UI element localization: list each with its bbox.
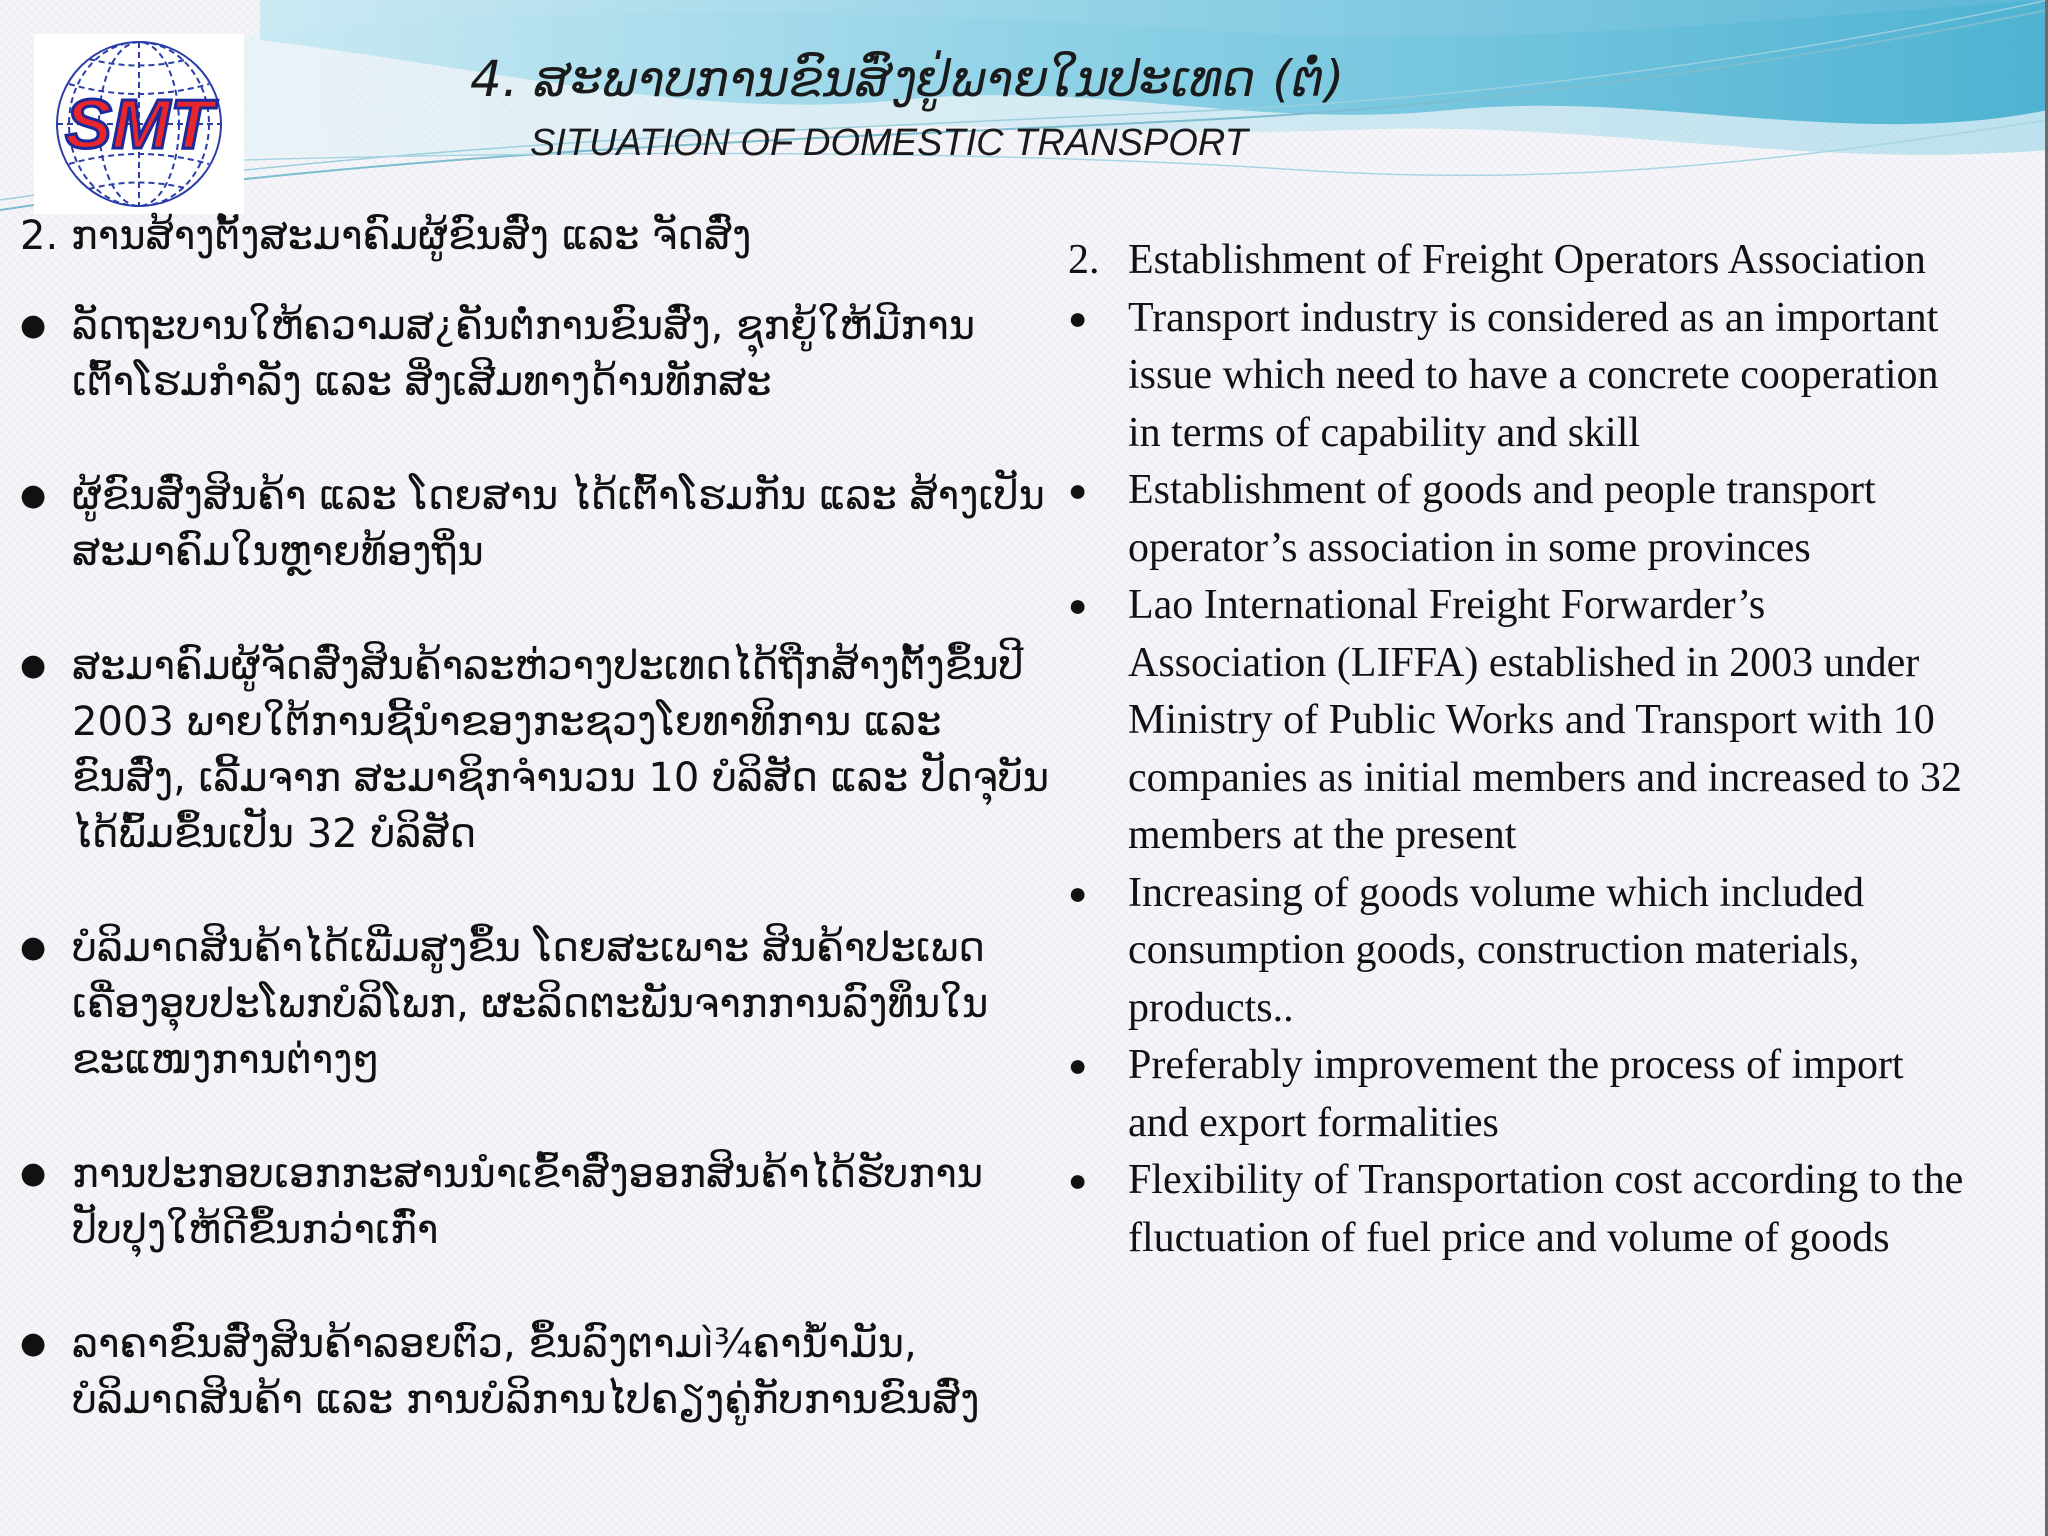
english-content-column [1068, 232, 1968, 1267]
smt-logo [34, 34, 244, 214]
lao-bullet-item [20, 298, 1050, 410]
page-title-lao: 4. ສະພາບການຂົນສົ່ງຢູ່ພາຍໃນປະເທດ (ຕໍ່) [470, 50, 1345, 108]
english-bullet-text: Preferably improvement the process of import and export formalities [1128, 1042, 1904, 1146]
bullet-icon: ● [1068, 587, 1088, 623]
bullet-icon: ● [1068, 299, 1088, 336]
lao-bullet-text: ສະມາຄົມຜູ້ຈັດສົ່ງສິນຄ້າລະຫ່ວາງປະເທດໄດ້ຖືກສ້າງຕັ້ງຂຶ້ນປີ 2003 ພາຍໃຕ້ການຊີ້ນຳຂອງກະຊວງໂຍທາທິການ ແລະ ຂົນສົ່ງ, ເລີ້ມຈາກ ສະມາຊິກຈຳນວນ 10 ບໍລິສັດ ແລະ ປັດຈຸບັນໄດ້ພົ້ມຂຶ້ນເປັນ 32 ບໍລິສັດ [72, 643, 1050, 857]
lao-bullet-list [20, 298, 1050, 1428]
lao-bullet-text: ລັດຖະບານໃຫ້ຄວາມສ¿ຄັນຕໍ່ການຂົນສົ່ງ, ຊຸກຍູ້ໃຫ້ມີການເຕົ້າໂຮມກຳລັງ ແລະ ສິ່ງເສີມທາງດ້ານທັກສະ [72, 303, 976, 405]
bullet-icon: ● [20, 930, 47, 965]
logo-text: SMT [65, 85, 213, 163]
english-bullet-text: Flexibility of Transportation cost according to the fluctuation of fuel price and volume of goods [1128, 1157, 1964, 1261]
english-bullet-text: Establishment of goods and people transport operator’s association in some provinces [1128, 467, 1876, 571]
lao-bullet-item [20, 638, 1050, 862]
bullet-icon: ● [1068, 874, 1088, 911]
english-bullet-item [1068, 577, 1968, 865]
lao-section-heading: 2. ການສ້າງຕັ້ງສະມາຄົມຜູ້ຂົນສົ່ງ ແລະ ຈັດສົ່ງ [20, 213, 752, 259]
english-bullet-text: Transport industry is considered as an important issue which need to have a concrete cooperation in terms of capability and skill [1128, 294, 1939, 456]
bullet-icon: ● [20, 648, 47, 683]
bullet-icon: ● [1068, 472, 1088, 508]
lao-bullet-text: ບໍລິມາດສິນຄ້າໄດ້ເພີ່ມສູງຂຶ້ນ ໂດຍສະເພາະ ສິນຄ້າປະເພດເຄື່ອງອຸບປະໂພກບໍລິໂພກ, ຜະລິດຕະພັນຈາກການລົງທຶນໃນຂະແໜງການຕ່າງໆ [72, 925, 989, 1083]
english-bullet-item [1068, 1037, 1968, 1152]
english-bullet-item [1068, 290, 1968, 463]
lao-bullet-item [20, 468, 1050, 580]
bullet-icon: ● [20, 1326, 47, 1361]
section-heading-text: Establishment of Freight Operators Association [1128, 237, 1926, 283]
english-bullet-item [1068, 865, 1968, 1038]
english-bullet-item [1068, 1152, 1968, 1267]
lao-content-column [20, 208, 1050, 1486]
english-bullet-text: Lao International Freight Forwarder’s Association (LIFFA) established in 2003 under Ministry of Public Works and Transport with 10 companies as initial members and increased to 32 members at the present [1128, 582, 1962, 858]
lao-bullet-item [20, 920, 1050, 1088]
bullet-icon: ● [20, 308, 47, 343]
header-wave-decoration [0, 0, 2048, 240]
section-number: 2. [1068, 237, 1100, 283]
bullet-icon: ● [20, 478, 47, 513]
lao-bullet-text: ການປະກອບເອກກະສານນຳເຂົ້າສົ່ງອອກສິນຄ້າໄດ້ຮັບການປັບປຸງໃຫ້ດີຂຶ້ນກວ່າເກົ່າ [72, 1151, 984, 1253]
bullet-icon: ● [1068, 1047, 1088, 1083]
lao-bullet-item [20, 1316, 1050, 1428]
bullet-icon: ● [20, 1156, 47, 1191]
english-bullet-text: Increasing of goods volume which included consumption goods, construction materials, products.. [1128, 869, 1864, 1031]
page-title-english: SITUATION OF DOMESTIC TRANSPORT [530, 122, 1248, 164]
english-bullet-list [1068, 290, 1968, 1268]
globe-logo-icon [34, 34, 244, 214]
lao-bullet-text: ລາຄາຂົນສົ່ງສິນຄ້າລອຍຕົວ, ຂຶ້ນລົງຕາມì¾ຄານ້ຳມັນ, ບໍລິມາດສິນຄ້າ ແລະ ການບໍລິການໄປຄຽງຄູ່ກັບການຂົນສົ່ງ [72, 1321, 980, 1423]
lao-bullet-item [20, 1146, 1050, 1258]
english-bullet-item [1068, 462, 1968, 577]
lao-bullet-text: ຜູ້ຂົນສົ່ງສິນຄ້າ ແລະ ໂດຍສານ ໄດ້ເຕົ້າໂຮມກັນ ແລະ ສ້າງເປັນສະມາຄົມໃນຫຼາຍທ້ອງຖິ່ນ [72, 473, 1045, 575]
english-section-heading [1068, 232, 1968, 290]
bullet-icon: ● [1068, 1162, 1088, 1198]
